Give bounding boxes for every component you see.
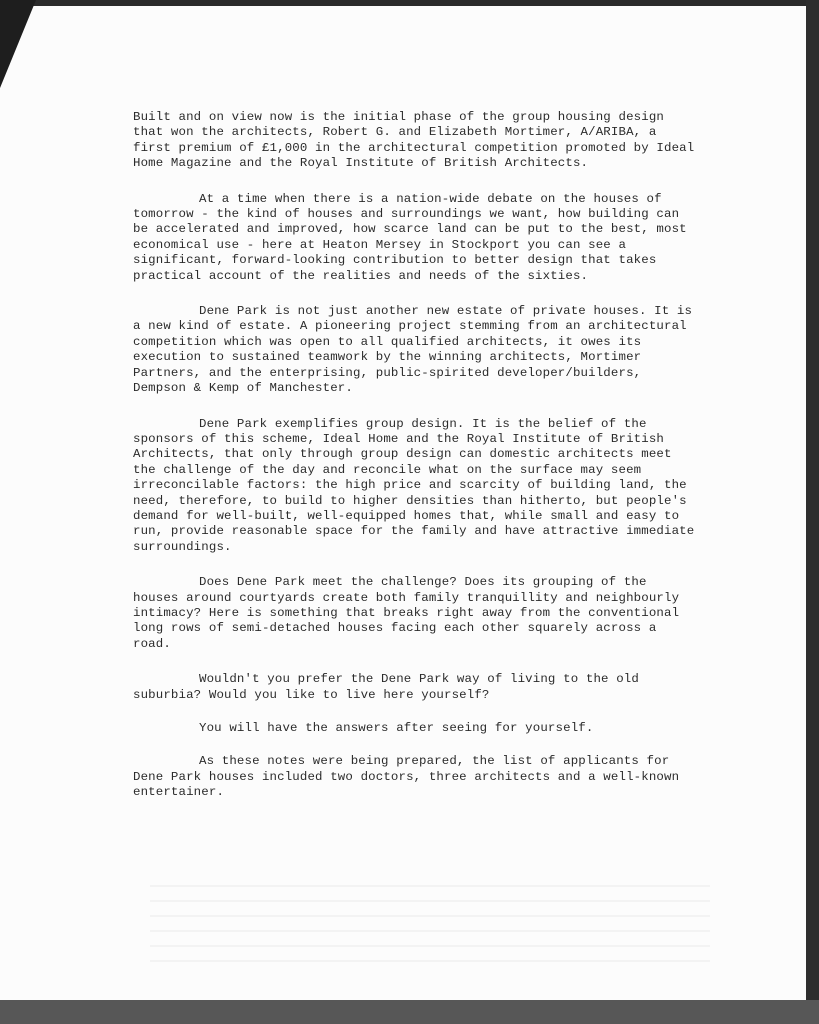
paragraph-applicants: As these notes were being prepared, the list of applicants for Dene Park houses included two doctors, three architects and a well-known entertainer. bbox=[133, 754, 680, 800]
paragraph-answers: You will have the answers after seeing for yourself. bbox=[199, 721, 594, 735]
scan-right-edge bbox=[806, 0, 819, 1024]
show-through-from-reverse bbox=[150, 885, 710, 965]
paragraph-new-kind-of-estate: Dene Park is not just another new estate of private houses. It is a new kind of estate. A pioneering project stemming from an architectural competition which was open to all qualified architects, it owes its execution to sustained teamwork by the winning architects, Mortimer Partners, and the enterprising, public-spirited developer/builders, Dempson & Kemp of Manchester. bbox=[133, 304, 693, 396]
scan-bottom-edge bbox=[0, 1000, 819, 1024]
paragraph-group-design: Dene Park exemplifies group design. It is the belief of the sponsors of this scheme, Ideal Home and the Royal Institute of British Architects, that only through group design can domestic architects meet the challenge of the day and reconcile what on the surface may seem irreconcilable factors: the high price and scarcity of building land, the need, therefore, to build to higher densities than hitherto, but people's demand for well-built, well-equipped homes that, while small and easy to run, provide reasonable space for the family and have attractive immediate surroundings. bbox=[133, 416, 695, 554]
typed-text-body bbox=[133, 110, 699, 821]
paragraph-competition: Built and on view now is the initial phase of the group housing design that won the architects, Robert G. and Elizabeth Mortimer, A/ARIBA, a first premium of £1,000 in the architectural competition promoted by Ideal Home Magazine and the Royal Institute of British Architects. bbox=[133, 110, 695, 171]
paragraph-national-debate: At a time when there is a nation-wide debate on the houses of tomorrow - the kind of houses and surroundings we want, how building can be accelerated and improved, how scarce land can be put to the best, most economical use - here at Heaton Mersey in Stockport you can see a significant, forward-looking contribution to better design that takes practical account of the realities and needs of the sixties. bbox=[133, 191, 687, 283]
paragraph-challenge: Does Dene Park meet the challenge? Does its grouping of the houses around courtyards create both family tranquillity and neighbourly intimacy? Here is something that breaks right away from the conventional long rows of semi-detached houses facing each other squarely across a road. bbox=[133, 575, 680, 651]
scan-top-edge bbox=[0, 0, 819, 6]
folded-corner bbox=[0, 0, 36, 88]
paragraph-suburbia: Wouldn't you prefer the Dene Park way of living to the old suburbia? Would you like to live here yourself? bbox=[133, 672, 639, 702]
